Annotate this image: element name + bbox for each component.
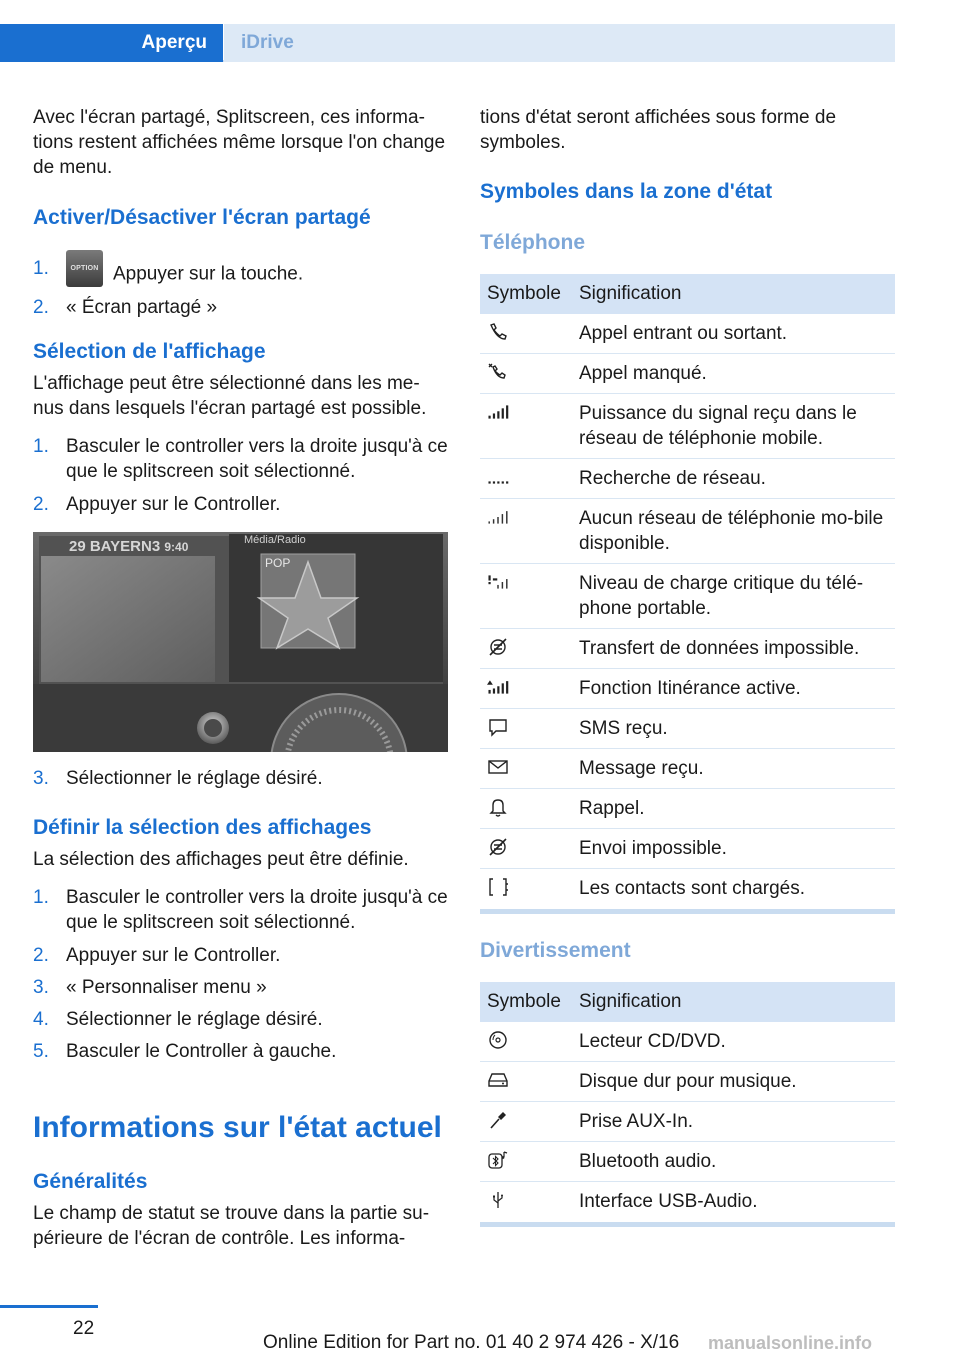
genre-text: POP [265,556,291,570]
intro-paragraph: Avec l'écran partagé, Splitscreen, ces informa‐tions restent affichées même lorsque l'on change de menu. [33,107,446,178]
meaning-text: Interface USB-Audio. [579,1191,758,1212]
col-symbol-header: Symbole [487,991,561,1012]
table-row [480,869,895,909]
message-icon [487,756,509,778]
menu-title-text: Média/Radio [244,534,306,546]
selection-paragraph: L'affichage peut être sélectionné dans les me‐nus dans lesquels l'écran partagé est possible. [33,373,427,419]
meaning-text: Fonction Itinérance active. [579,678,801,699]
table-row [480,749,895,789]
list-item [33,766,448,791]
col-symbol-header: Symbole [487,283,561,304]
meaning-text: Message reçu. [579,758,704,779]
tab-apercu[interactable]: Aperçu [0,24,223,62]
table-row [480,829,895,869]
list-number: 2. [33,945,49,966]
no-network-icon [487,506,509,528]
list-item [33,1039,448,1064]
meaning-text: Aucun réseau de téléphonie mo‐bile disponible. [579,508,884,554]
table-header [480,982,895,1022]
table-row [480,789,895,829]
list-item [33,492,448,517]
meaning-text: Recherche de réseau. [579,468,766,489]
activate-steps-list [33,256,448,320]
step-text: Sélectionner le réglage désiré. [66,1009,323,1030]
col-meaning-header: Signification [579,991,682,1012]
table-row [480,564,895,629]
step-text: Basculer le controller vers la droite jusqu'à ce que le splitscreen soit sélectionné. [66,887,448,933]
meaning-text: Appel manqué. [579,363,707,384]
define-paragraph: La sélection des affichages peut être définie. [33,849,409,870]
col-meaning-header: Signification [579,283,682,304]
meaning-text: Les contacts sont chargés. [579,878,806,899]
define-steps-list [33,885,448,1064]
tab-idrive[interactable]: iDrive [224,24,895,62]
meaning-text: Transfert de données impossible. [579,638,860,659]
watermark-text: manualsonline.info [708,1333,873,1353]
heading-entertainment: Divertissement [480,939,631,962]
entertainment-symbols-table [480,982,895,1227]
splitscreen-photo [33,532,448,752]
meaning-text: Niveau de charge critique du télé‐phone portable. [579,573,864,619]
meaning-text: Lecteur CD/DVD. [579,1031,726,1052]
signal-strength-icon [487,401,509,423]
heading-general: Généralités [33,1170,148,1193]
heading-telephone: Téléphone [480,231,586,254]
telephone-symbols-table [480,274,895,914]
list-number: 4. [33,1009,49,1030]
meaning-text: SMS reçu. [579,718,668,739]
list-number: 2. [33,297,49,318]
table-row [480,1102,895,1142]
header-tabbar [0,24,895,62]
table-row [480,394,895,459]
network-search-icon [487,466,509,488]
list-item [33,885,448,935]
table-row [480,1142,895,1182]
table-row [480,459,895,499]
step-text: Sélectionner le réglage désiré. [66,768,323,789]
roaming-icon [487,676,509,698]
table-row [480,354,895,394]
page-number: 22 [73,1318,95,1339]
option-key-icon: OPTION [66,250,103,287]
meaning-text: Rappel. [579,798,645,819]
list-number: 3. [33,768,49,789]
step-text: « Écran partagé » [66,297,218,318]
heading-current-status-info: Informations sur l'état actuel [33,1111,442,1144]
missed-call-icon [487,361,509,383]
footer-rule [0,1305,98,1308]
list-item [33,1007,448,1032]
bell-icon [487,796,509,818]
step-text: Appuyer sur le Controller. [66,945,281,966]
list-number: 2. [33,494,49,515]
list-number: 1. [33,436,49,457]
usb-icon [487,1189,509,1211]
table-row [480,499,895,564]
low-battery-icon [487,571,509,593]
meaning-text: Appel entrant ou sortant. [579,323,788,344]
heading-define-selection: Définir la sélection des affichages [33,816,372,839]
table-row [480,1182,895,1222]
list-number: 3. [33,977,49,998]
selection-steps-list [33,434,448,517]
splitscreen-illustration [33,532,448,752]
table-row [480,709,895,749]
meaning-text: Envoi impossible. [579,838,727,859]
list-item [33,295,448,320]
meaning-text: Disque dur pour musique. [579,1071,797,1092]
list-item [33,256,448,293]
data-transfer-impossible-icon [487,636,509,658]
general-paragraph: Le champ de statut se trouve dans la partie su‐périeure de l'écran de contrôle. Les informa‐ [33,1203,430,1249]
list-number: 1. [33,887,49,908]
table-end-rule [480,1222,895,1227]
step-text: Appuyer sur le Controller. [66,494,281,515]
table-header [480,274,895,314]
hard-disk-icon [487,1069,509,1091]
list-number: 1. [33,258,49,279]
meaning-text: Prise AUX-In. [579,1111,694,1132]
radio-station-text: 29 BAYERN3 9:40 [69,538,189,555]
list-item [33,975,448,1000]
phone-icon [487,321,509,343]
step-text: « Personnaliser menu » [66,977,267,998]
step-text: Basculer le Controller à gauche. [66,1041,337,1062]
edition-text: Online Edition for Part no. 01 40 2 974 426 - X/16 [263,1332,680,1353]
list-number: 5. [33,1041,49,1062]
meaning-text: Puissance du signal reçu dans le réseau de téléphonie mobile. [579,403,857,449]
table-row [480,629,895,669]
continued-paragraph: tions d'état seront affichées sous forme de symboles. [480,107,837,153]
table-row [480,1062,895,1102]
heading-status-symbols: Symboles dans la zone d'état [480,180,773,203]
list-item [33,943,448,968]
sms-icon [487,716,509,738]
table-row [480,314,895,354]
heading-activate-splitscreen: Activer/Désactiver l'écran partagé [33,206,371,229]
step-text: Basculer le controller vers la droite jusqu'à ce que le splitscreen soit sélectionné. [66,436,448,482]
step-text: Appuyer sur la touche. [113,263,304,285]
list-item [33,434,448,484]
table-row [480,1022,895,1062]
aux-plug-icon [487,1109,509,1131]
meaning-text: Bluetooth audio. [579,1151,717,1172]
contacts-icon [487,876,509,898]
cd-icon [487,1029,509,1051]
send-impossible-icon [487,836,509,858]
heading-display-selection: Sélection de l'affichage [33,340,266,363]
bluetooth-audio-icon [487,1149,509,1171]
table-row [480,669,895,709]
table-end-rule [480,909,895,914]
